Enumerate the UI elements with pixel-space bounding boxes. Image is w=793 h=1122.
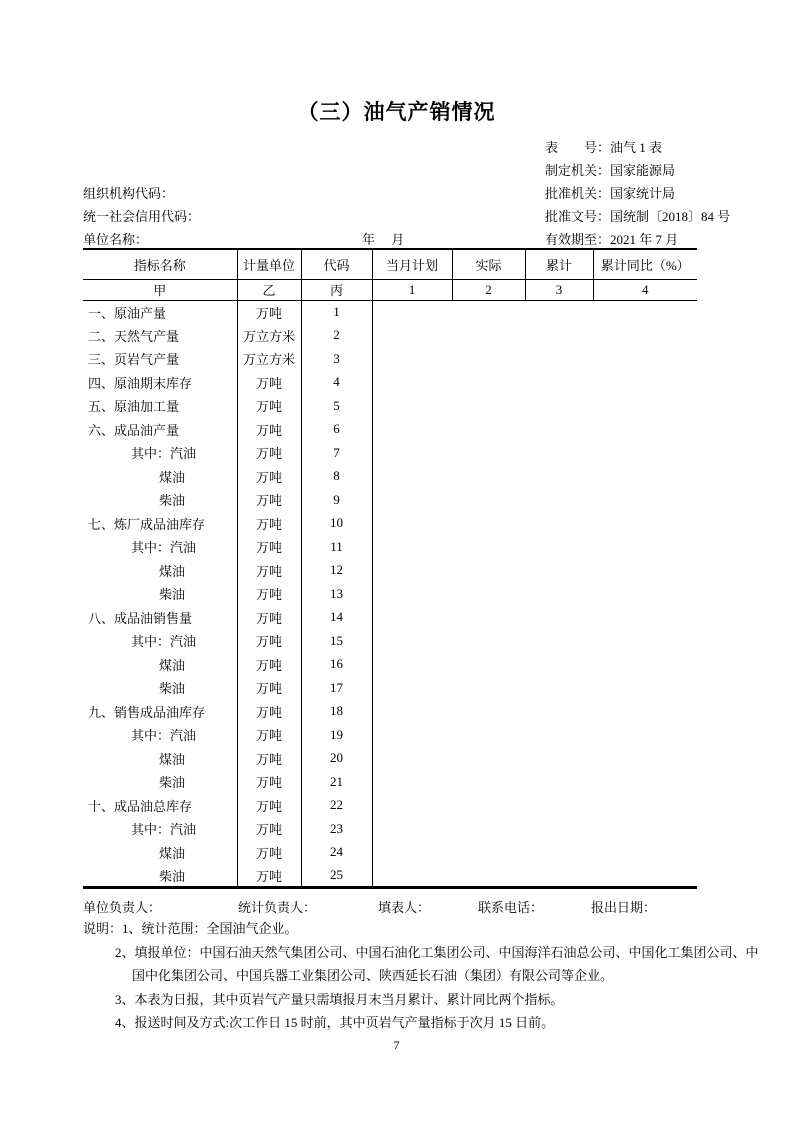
table-row — [83, 723, 697, 747]
empty-data-cell — [372, 629, 697, 653]
indicator-name-cell: 一、原油产量 — [83, 300, 237, 324]
unit-cell: 万吨 — [237, 441, 301, 465]
indicator-name-cell: 七、炼厂成品油库存 — [83, 512, 237, 536]
statistics-head-label: 统计负责人： — [238, 900, 317, 915]
table-row — [83, 300, 697, 324]
note-line: 国中化集团公司、中国兵器工业集团公司、陕西延长石油（集团）有限公司等企业。 — [132, 968, 614, 983]
indicator-name-cell: 五、原油加工量 — [83, 394, 237, 418]
code-cell: 18 — [301, 700, 372, 724]
table-row — [83, 535, 697, 559]
unit-cell: 万吨 — [237, 864, 301, 888]
report-period-label: 年 月 — [362, 232, 405, 247]
empty-data-cell — [372, 465, 697, 489]
code-cell: 19 — [301, 723, 372, 747]
empty-data-cell — [372, 653, 697, 677]
indicator-name-cell: 煤油 — [83, 653, 237, 677]
indicator-name-cell: 六、成品油产量 — [83, 418, 237, 442]
table-code-row — [83, 279, 697, 300]
unit-cell: 万吨 — [237, 582, 301, 606]
table-row — [83, 418, 697, 442]
empty-data-cell — [372, 676, 697, 700]
form-number-value: 油气 1 表 — [610, 140, 663, 155]
empty-data-cell — [372, 535, 697, 559]
unit-head-label: 单位负责人： — [83, 900, 162, 915]
empty-data-cell — [372, 606, 697, 630]
unit-cell: 万吨 — [237, 371, 301, 395]
unit-cell: 万吨 — [237, 606, 301, 630]
code-cell: 12 — [301, 559, 372, 583]
table-row — [83, 394, 697, 418]
table-row — [83, 817, 697, 841]
empty-data-cell — [372, 559, 697, 583]
code-cell: 16 — [301, 653, 372, 677]
column-header-indicator-name: 指标名称 — [83, 249, 237, 279]
unit-cell: 万吨 — [237, 817, 301, 841]
table-row — [83, 794, 697, 818]
form-meta-left — [83, 182, 200, 251]
form-number-label: 表 号： — [545, 140, 611, 155]
unit-cell: 万吨 — [237, 700, 301, 724]
note-line: 说明：1、统计范围：全国油气企业。 — [83, 921, 298, 936]
empty-data-cell — [372, 300, 697, 324]
indicator-name-cell: 柴油 — [83, 582, 237, 606]
indicator-name-cell: 二、天然气产量 — [83, 324, 237, 348]
column-code-cumulative-yoy: 4 — [593, 279, 697, 300]
empty-data-cell — [372, 418, 697, 442]
table-row — [83, 700, 697, 724]
contact-phone-label: 联系电话： — [478, 900, 544, 915]
page-title: （三）油气产销情况 — [297, 100, 496, 124]
table-row — [83, 747, 697, 771]
code-cell: 4 — [301, 371, 372, 395]
table-row — [83, 465, 697, 489]
indicator-name-cell: 其中：汽油 — [83, 723, 237, 747]
note-line: 4、报送时间及方式:次工作日 15 时前，其中页岩气产量指标于次月 15 日前。 — [115, 1015, 555, 1030]
table-row — [83, 371, 697, 395]
form-meta-right — [545, 136, 730, 251]
indicator-name-cell: 煤油 — [83, 841, 237, 865]
unit-cell: 万吨 — [237, 653, 301, 677]
code-cell: 10 — [301, 512, 372, 536]
table-row — [83, 347, 697, 371]
column-code-code: 丙 — [301, 279, 372, 300]
code-cell: 3 — [301, 347, 372, 371]
form-number-field — [545, 136, 730, 159]
column-code-indicator-name: 甲 — [83, 279, 237, 300]
table-row — [83, 582, 697, 606]
unit-cell: 万吨 — [237, 747, 301, 771]
column-header-code: 代码 — [301, 249, 372, 279]
table-row — [83, 606, 697, 630]
code-cell: 15 — [301, 629, 372, 653]
unit-cell: 万吨 — [237, 488, 301, 512]
code-cell: 14 — [301, 606, 372, 630]
issuing-agency-field — [545, 159, 730, 182]
empty-data-cell — [372, 394, 697, 418]
empty-data-cell — [372, 747, 697, 771]
empty-data-cell — [372, 841, 697, 865]
unit-cell: 万吨 — [237, 629, 301, 653]
unit-cell: 万立方米 — [237, 324, 301, 348]
valid-until-value: 2021 年 7 月 — [610, 232, 679, 247]
indicator-name-cell: 其中：汽油 — [83, 535, 237, 559]
note-line: 3、本表为日报，其中页岩气产量只需填报月末当月累计、累计同比两个指标。 — [115, 991, 564, 1007]
unit-cell: 万吨 — [237, 394, 301, 418]
table-row — [83, 864, 697, 888]
code-cell: 13 — [301, 582, 372, 606]
unit-cell: 万吨 — [237, 418, 301, 442]
column-code-unit: 乙 — [237, 279, 301, 300]
empty-data-cell — [372, 582, 697, 606]
org-code-label: 组织机构代码： — [83, 186, 175, 201]
issuing-agency-label: 制定机关： — [545, 163, 611, 178]
code-cell: 2 — [301, 324, 372, 348]
table-row — [83, 676, 697, 700]
table-row — [83, 559, 697, 583]
approving-agency-value: 国家统计局 — [610, 186, 676, 201]
indicator-name-cell: 十、成品油总库存 — [83, 794, 237, 818]
unit-cell: 万吨 — [237, 723, 301, 747]
code-cell: 5 — [301, 394, 372, 418]
table-row — [83, 629, 697, 653]
unit-cell: 万吨 — [237, 465, 301, 489]
unit-cell: 万吨 — [237, 676, 301, 700]
approval-doc-field — [545, 205, 730, 228]
indicator-name-cell: 八、成品油销售量 — [83, 606, 237, 630]
column-header-cumulative: 累计 — [525, 249, 593, 279]
empty-data-cell — [372, 441, 697, 465]
empty-data-cell — [372, 770, 697, 794]
table-header-row — [83, 249, 697, 279]
valid-until-label: 有效期至： — [545, 232, 611, 247]
code-cell: 6 — [301, 418, 372, 442]
indicator-name-cell: 其中：汽油 — [83, 629, 237, 653]
table-row — [83, 324, 697, 348]
page-number: 7 — [393, 1038, 400, 1052]
unit-cell: 万吨 — [237, 770, 301, 794]
indicator-table — [83, 248, 697, 889]
column-code-actual: 2 — [452, 279, 525, 300]
table-row — [83, 770, 697, 794]
empty-data-cell — [372, 347, 697, 371]
unit-cell: 万吨 — [237, 512, 301, 536]
unit-cell: 万立方米 — [237, 347, 301, 371]
approving-agency-label: 批准机关： — [545, 186, 611, 201]
indicator-name-cell: 四、原油期末库存 — [83, 371, 237, 395]
code-cell: 1 — [301, 300, 372, 324]
code-cell: 17 — [301, 676, 372, 700]
unit-name-label: 单位名称： — [83, 232, 149, 247]
empty-data-cell — [372, 324, 697, 348]
column-code-monthly-plan: 1 — [372, 279, 452, 300]
approval-doc-value: 国统制〔2018〕84 号 — [610, 209, 731, 224]
indicator-name-cell: 其中：汽油 — [83, 817, 237, 841]
code-cell: 7 — [301, 441, 372, 465]
code-cell: 22 — [301, 794, 372, 818]
unit-cell: 万吨 — [237, 794, 301, 818]
empty-data-cell — [372, 371, 697, 395]
table-row — [83, 441, 697, 465]
approving-agency-field — [545, 182, 730, 205]
table-row — [83, 653, 697, 677]
unit-cell: 万吨 — [237, 559, 301, 583]
table-row — [83, 512, 697, 536]
indicator-name-cell: 柴油 — [83, 770, 237, 794]
empty-data-cell — [372, 488, 697, 512]
note-line: 2、填报单位：中国石油天然气集团公司、中国石油化工集团公司、中国海洋石油总公司、中国化工集团公司、中 — [115, 944, 759, 960]
column-header-actual: 实际 — [452, 249, 525, 279]
notes-block — [0, 917, 793, 1035]
preparer-label: 填表人： — [378, 900, 431, 915]
empty-data-cell — [372, 512, 697, 536]
credit-code-label: 统一社会信用代码： — [83, 209, 201, 224]
report-date-label: 报出日期： — [591, 900, 657, 915]
code-cell: 9 — [301, 488, 372, 512]
indicator-name-cell: 柴油 — [83, 676, 237, 700]
code-cell: 20 — [301, 747, 372, 771]
code-cell: 23 — [301, 817, 372, 841]
column-header-cumulative-yoy: 累计同比（%） — [593, 249, 697, 279]
signature-row — [0, 897, 793, 917]
empty-data-cell — [372, 817, 697, 841]
indicator-name-cell: 煤油 — [83, 559, 237, 583]
empty-data-cell — [372, 700, 697, 724]
column-code-cumulative: 3 — [525, 279, 593, 300]
indicator-name-cell: 其中：汽油 — [83, 441, 237, 465]
column-header-monthly-plan: 当月计划 — [372, 249, 452, 279]
unit-cell: 万吨 — [237, 535, 301, 559]
column-header-unit: 计量单位 — [237, 249, 301, 279]
empty-data-cell — [372, 794, 697, 818]
indicator-name-cell: 柴油 — [83, 488, 237, 512]
indicator-name-cell: 九、销售成品油库存 — [83, 700, 237, 724]
indicator-name-cell: 三、页岩气产量 — [83, 347, 237, 371]
approval-doc-label: 批准文号： — [545, 209, 611, 224]
indicator-name-cell: 煤油 — [83, 747, 237, 771]
code-cell: 24 — [301, 841, 372, 865]
empty-data-cell — [372, 864, 697, 888]
code-cell: 11 — [301, 535, 372, 559]
table-row — [83, 488, 697, 512]
indicator-name-cell: 柴油 — [83, 864, 237, 888]
table-row — [83, 841, 697, 865]
empty-data-cell — [372, 723, 697, 747]
issuing-agency-value: 国家能源局 — [610, 163, 676, 178]
code-cell: 25 — [301, 864, 372, 888]
unit-cell: 万吨 — [237, 841, 301, 865]
indicator-name-cell: 煤油 — [83, 465, 237, 489]
code-cell: 21 — [301, 770, 372, 794]
unit-cell: 万吨 — [237, 300, 301, 324]
code-cell: 8 — [301, 465, 372, 489]
